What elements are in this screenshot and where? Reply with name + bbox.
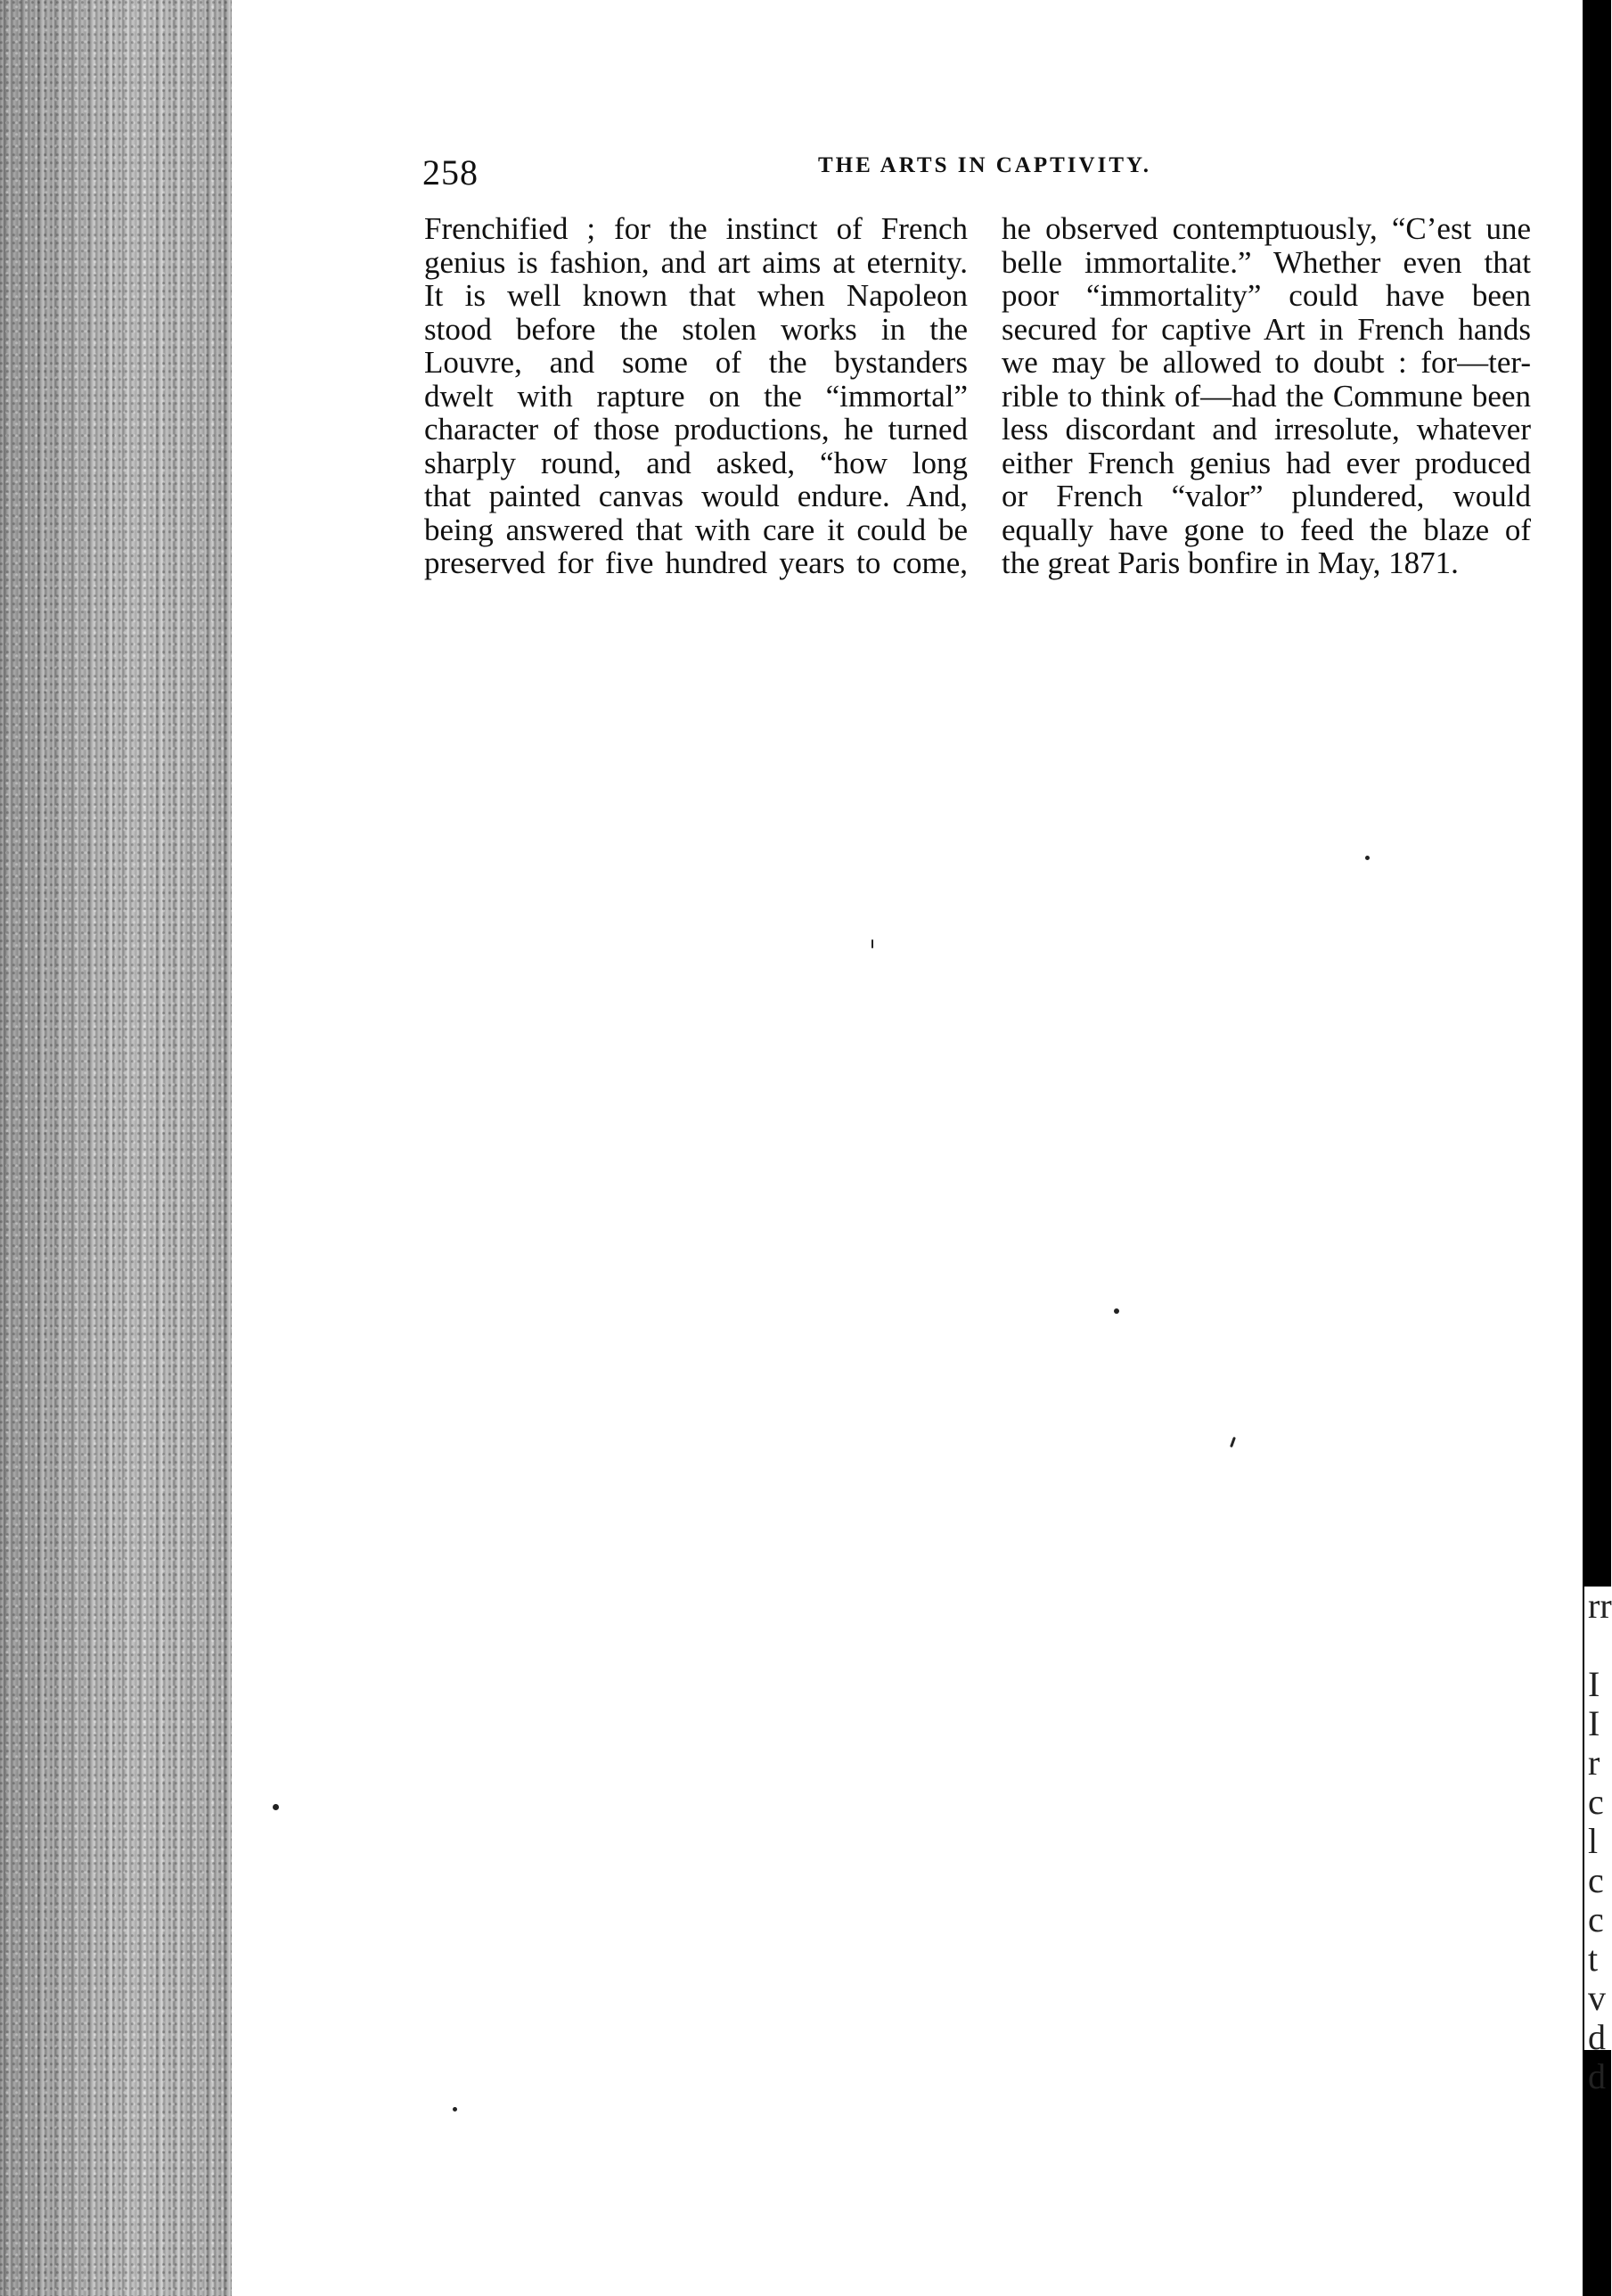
running-title: THE ARTS IN CAPTIVITY. — [818, 153, 1152, 177]
text-line: rible to think of—had the Commune been — [1002, 378, 1531, 414]
text-line: dwelt with rapture on the “immortal” — [424, 378, 968, 414]
text-line: belle immortalite.” Whether even that — [1002, 244, 1531, 280]
text-line: that painted canvas would endure. And, — [424, 479, 968, 513]
adjacent-page-fragment — [1584, 1586, 1612, 2096]
text-line: he observed contemptuously, “C’est une — [1002, 211, 1531, 246]
text-line: less discordant and irresolute, whatever — [1002, 412, 1531, 447]
text-line: secured for captive Art in French hands — [1002, 311, 1531, 347]
text-line: Frenchified ; for the instinct of French — [424, 211, 968, 246]
text-line: we may be allowed to doubt : for—ter- — [1002, 345, 1531, 380]
dust-speck — [871, 939, 873, 948]
right-text-column — [1002, 212, 1531, 580]
text-line: sharply round, and asked, “how long — [424, 445, 968, 480]
dust-speck — [1114, 1308, 1119, 1314]
text-line: stood before the stolen works in the — [424, 311, 968, 347]
text-line: genius is fashion, and art aims at eternity. — [424, 244, 968, 280]
text-line: character of those productions, he turned — [424, 412, 968, 447]
dust-speck — [273, 1804, 279, 1810]
text-line: the great Paris bonfire in May, 1871. — [1002, 545, 1459, 580]
left-text-column — [424, 212, 968, 580]
dust-speck — [1230, 1437, 1236, 1447]
dust-speck — [1365, 856, 1370, 860]
text-line: poor “immortality” could have been — [1002, 278, 1531, 313]
dust-speck — [453, 2107, 457, 2112]
text-line: either French genius had ever produced — [1002, 445, 1531, 480]
text-line: preserved for five hundred years to come, — [424, 545, 968, 580]
text-line: Louvre, and some of the bystanders — [424, 345, 968, 380]
text-line: or French “valor” plundered, would — [1002, 479, 1531, 513]
text-line: equally have gone to feed the blaze of — [1002, 512, 1531, 547]
page-number: 258 — [422, 152, 479, 193]
book-page-edges — [0, 0, 232, 2296]
text-line: It is well known that when Napoleon — [424, 278, 968, 313]
adjacent-page-letters: rr I I r c l c c t v d d — [1588, 1586, 1612, 2096]
text-line: being answered that with care it could be — [424, 512, 968, 547]
